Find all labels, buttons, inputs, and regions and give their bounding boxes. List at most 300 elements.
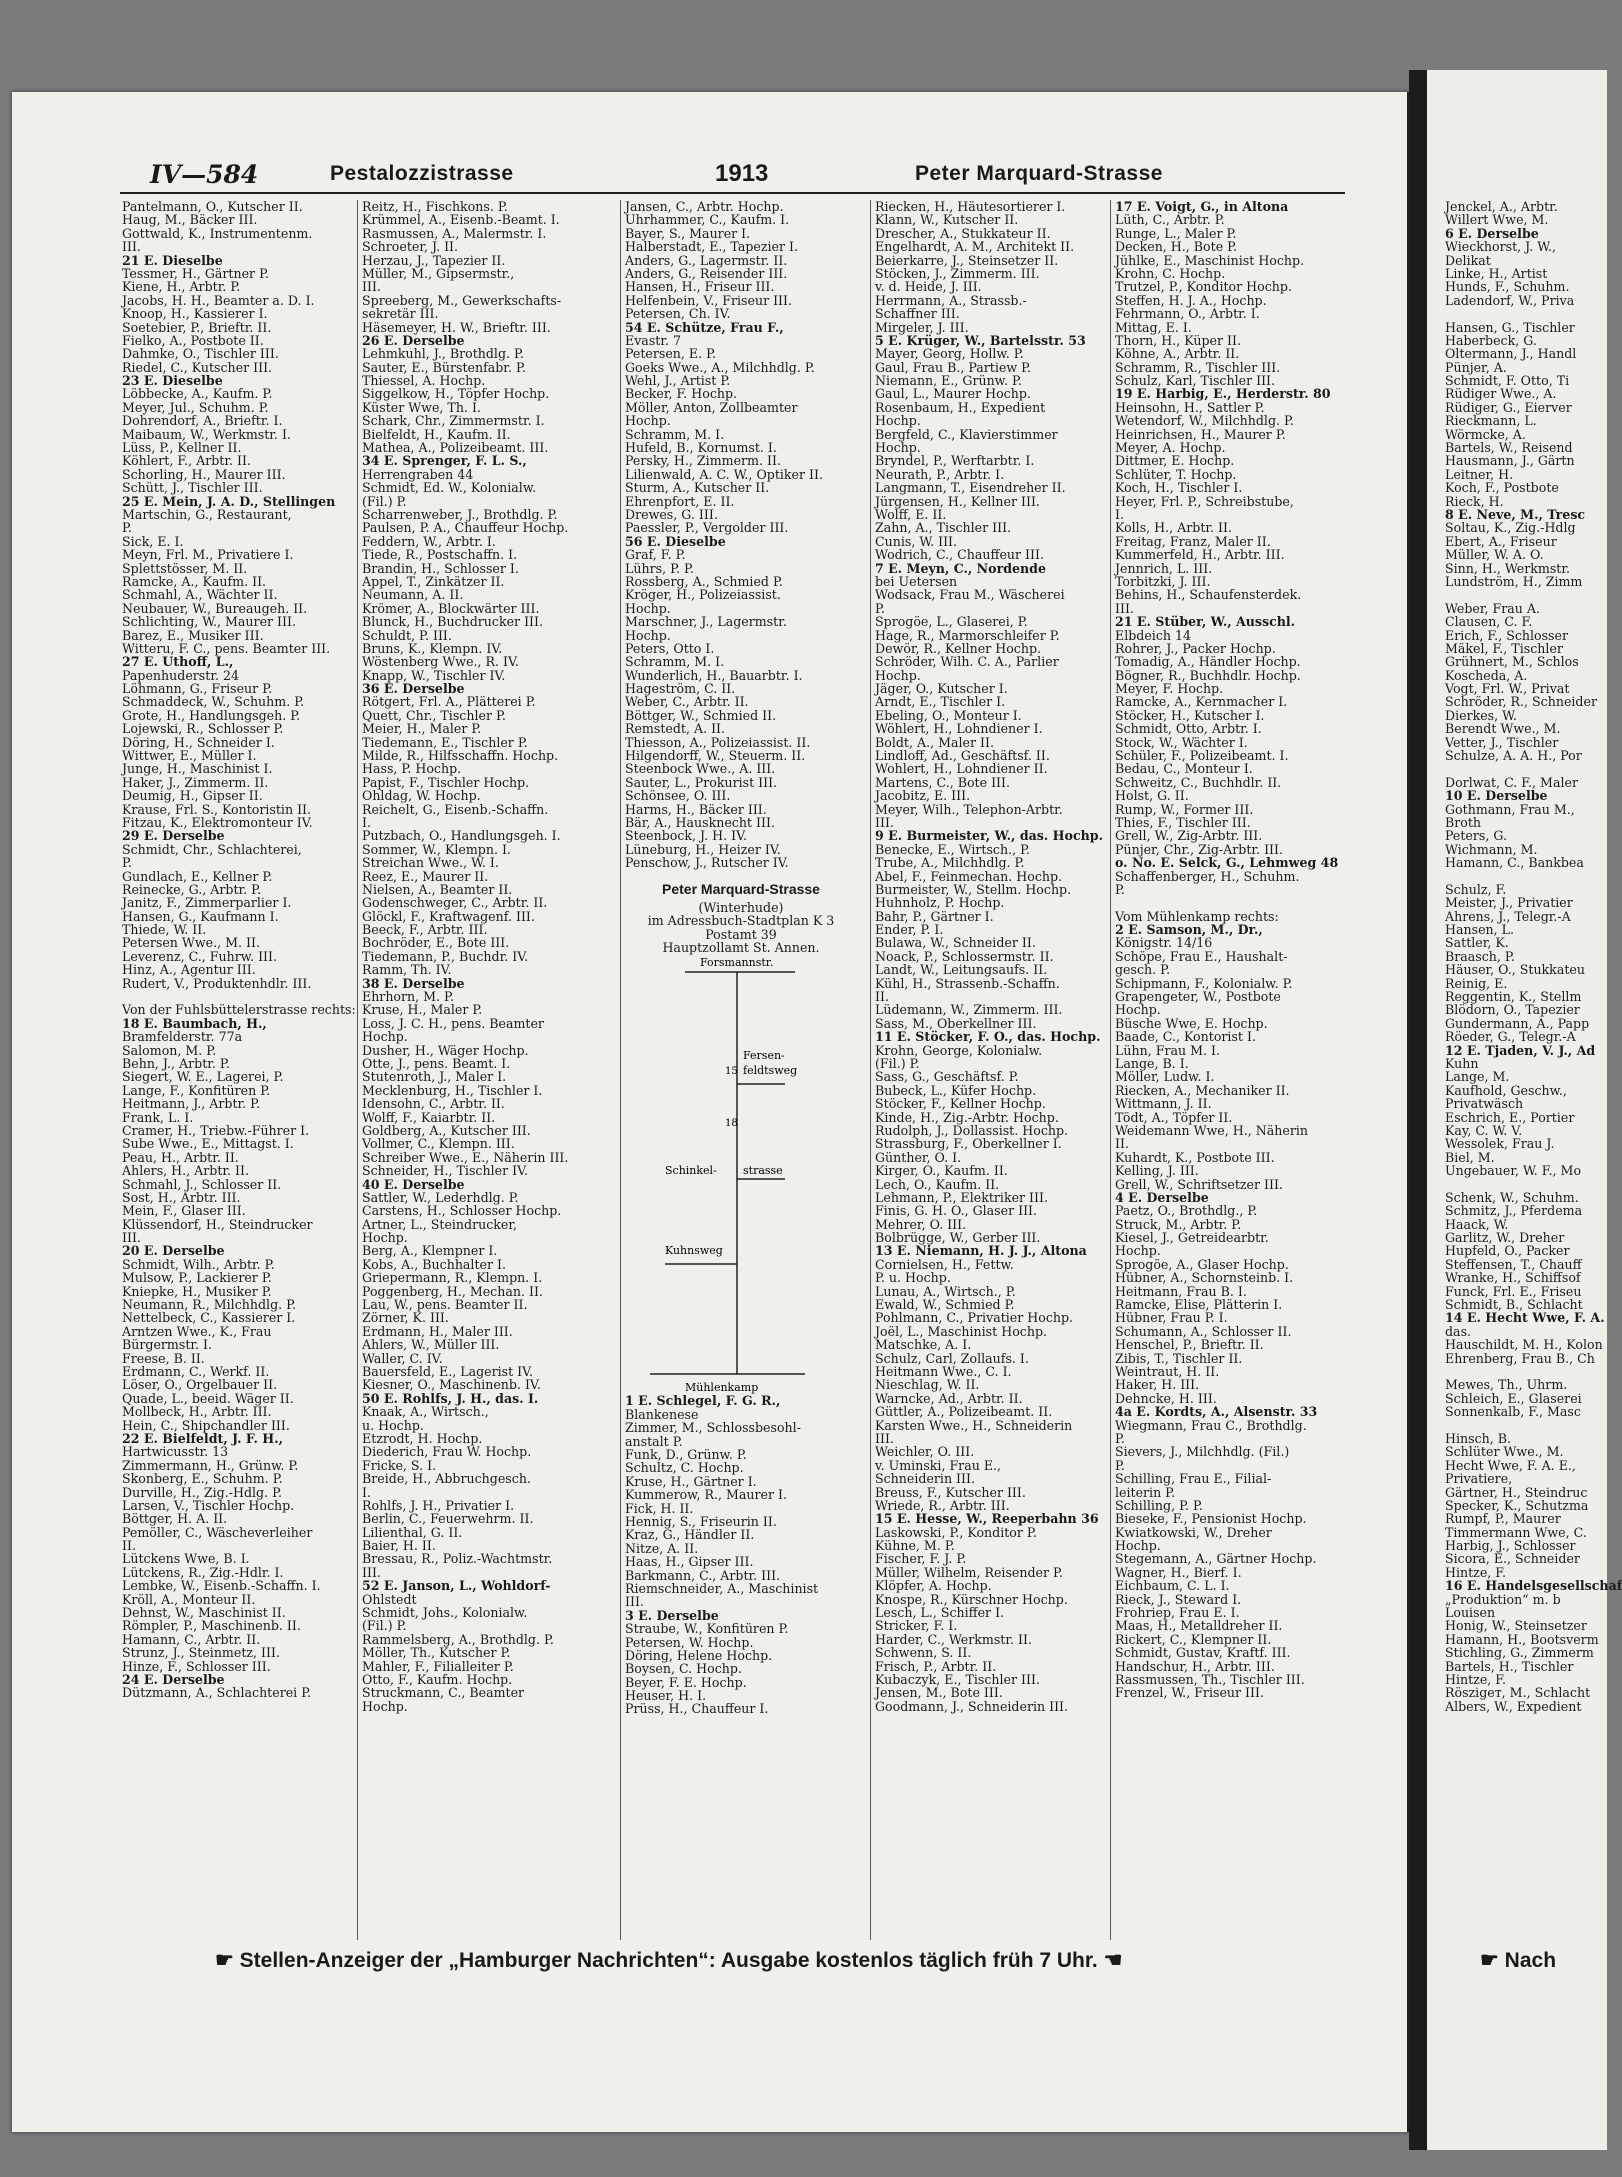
directory-entry: Nettelbeck, C., Kassierer I. [122,1310,296,1326]
directory-entry: Schulz, Carl, Zollaufs. I. [875,1350,1029,1366]
directory-entry: u. Hochp. [362,1417,424,1433]
house-entry: 27 E. Uthoff, L., [122,654,234,670]
directory-entry: Wörmcke, A. [1445,426,1526,442]
directory-entry: Hilgendorff, W., Steuerm. II. [625,748,806,764]
directory-entry: Elbdeich 14 [1115,627,1192,643]
directory-entry: Etzrodt, H. Hochp. [362,1430,483,1446]
directory-entry: Jennrich, L. III. [1115,560,1213,576]
directory-entry: Haug, M., Bäcker III. [122,212,258,228]
directory-entry: anstalt P. [625,1433,683,1449]
map-street-label: Schinkel- [665,1164,717,1178]
directory-entry: Thorn, H., Küper II. [1115,332,1241,348]
directory-entry: Tiedemann, E., Tischler P. [362,734,528,750]
house-entry: 54 E. Schütze, Frau F., [625,319,784,335]
directory-entry: Schramm, R., Tischler III. [1115,359,1281,375]
directory-entry [1445,307,1615,320]
directory-entry: Möller, Anton, Zollbeamter [625,399,798,415]
directory-entry: Vetter, J., Tischler [1445,734,1559,750]
directory-entry: Meyn, Frl. M., Privatiere I. [122,547,294,563]
directory-entry: Durville, H., Zig.-Hdlg. P. [122,1484,283,1500]
year: 1913 [715,160,769,187]
directory-entry: Salomon, M. P. [122,1042,217,1058]
street-right-title: Peter Marquard-Strasse [915,162,1163,185]
directory-entry: Löser, O., Orgelbauer II. [122,1377,278,1393]
house-entry: 21 E. Stüber, W., Ausschl. [1115,614,1296,630]
directory-entry: Stöcken, J., Zimmerm. III. [875,265,1040,281]
directory-entry: Stöcker, F., Kellner Hochp. [875,1096,1046,1112]
directory-entry: Larsen, V., Tischler Hochp. [122,1497,295,1513]
house-entry: 11 E. Stöcker, F. O., das. Hochp. [875,1029,1101,1045]
directory-entry: Boldt, A., Maler II. [875,734,994,750]
directory-entry: Rieck, J., Steward I. [1115,1591,1242,1607]
house-entry: 17 E. Voigt, G., in Altona [1115,199,1289,214]
directory-entry: P. [1115,1457,1125,1473]
directory-entry: Helfenbein, V., Friseur III. [625,292,793,308]
page-number: IV—584 [150,160,259,189]
directory-entry: Döring, Helene Hochp. [625,1647,773,1663]
map-street-label: Fersen- [743,1049,785,1063]
directory-entry: Leitner, H. [1445,466,1514,482]
directory-entry: Sprogöe, A., Glaser Hochp. [1115,1256,1289,1272]
directory-entry: II. [875,989,889,1005]
directory-entry: Lau, W., pens. Beamter II. [362,1297,528,1313]
directory-entry: Appel, T., Zinkätzer II. [362,573,505,589]
header-rule [120,192,1345,194]
directory-entry: Paulsen, P. A., Chauffeur Hochp. [362,520,569,536]
directory-entry: Hansen, G., Kaufmann I. [122,908,279,924]
directory-entry: Heitmann, Frau B. I. [1115,1283,1247,1299]
directory-entry: Siggelkow, H., Töpfer Hochp. [362,386,550,402]
directory-entry: Schmidt, Gustav, Kraftf. III. [1115,1645,1291,1661]
directory-entry: Klöpfer, A. Hochp. [875,1578,992,1594]
directory-entry: Herrmann, A., Strassb.- [875,292,1027,308]
directory-entry: Gaul, Frau B., Partiew P. [875,359,1032,375]
directory-entry: Strassburg, F., Oberkellner I. [875,1136,1062,1152]
house-entry: 25 E. Mein, J. A. D., Stellingen [122,493,336,509]
directory-entry: Mathea, A., Polizeibeamt. III. [362,440,549,456]
directory-entry: Freitag, Franz, Maler II. [1115,533,1271,549]
directory-entry: Güttler, A., Polizeibeamt. II. [875,1404,1053,1420]
directory-entry: Bahr, P., Gärtner I. [875,908,994,924]
directory-entry: Meier, H., Maler P. [362,721,482,737]
directory-entry: Rohrer, J., Packer Hochp. [1115,640,1276,656]
directory-entry: Kruse, H., Gärtner I. [625,1473,757,1489]
directory-entry: Königstr. 14/16 [1115,935,1213,951]
directory-entry: Haas, H., Gipser III. [625,1554,754,1570]
directory-entry: Wessolek, Frau J. [1445,1136,1555,1152]
directory-entry: Trube, A., Milchhdlg. P. [875,855,1025,871]
house-entry: 10 E. Derselbe [1445,788,1548,804]
directory-entry: Sprogöe, L., Glaserei, P. [875,614,1028,630]
directory-entry: Poggenberg, H., Mechan. II. [362,1283,543,1299]
directory-entry: Gaul, L., Maurer Hochp. [875,386,1031,402]
directory-entry: Sturm, A., Kutscher II. [625,480,770,496]
directory-entry: Warncke, Ad., Arbtr. II. [875,1390,1023,1406]
directory-entry: Behn, J., Arbtr. P. [122,1056,230,1071]
directory-entry: Martschin, G., Restaurant, [122,506,292,522]
directory-entry: Schlüter, T. Hochp. [1115,466,1237,482]
directory-entry: Ungebauer, W. F., Mo [1445,1163,1582,1179]
directory-entry: II. [122,1538,136,1554]
directory-entry: Breuss, F., Kutscher III. [875,1484,1026,1500]
directory-entry: Junge, H., Maschinist I. [122,761,273,777]
directory-entry: Haberbeck, G. [1445,332,1537,348]
directory-entry: Neubauer, W., Bureaugeh. II. [122,600,308,616]
directory-entry: Heinsohn, H., Sattler P. [1115,399,1265,415]
directory-entry: Bedau, C., Monteur I. [1115,761,1253,777]
directory-entry: Kirger, O., Kaufm. II. [875,1163,1008,1179]
directory-entry: Braasch, P. [1445,948,1515,964]
directory-entry: Haack, W. [1445,1216,1509,1232]
directory-entry: P. [122,520,132,536]
directory-entry: Baier, H. II. [362,1538,436,1554]
directory-entry: Riedel, C., Kutscher III. [122,359,273,375]
directory-entry: Wichmann, M. [1445,841,1538,857]
directory-entry: Neumann, A. II. [362,587,464,603]
directory-entry: Bramfelderstr. 77a [122,1029,243,1045]
directory-entry: Funck, Frl. E., Friseu [1445,1283,1582,1299]
directory-entry: Landt, W., Leitungsaufs. II. [875,962,1048,978]
directory-entry: Schulz, F. [1445,881,1507,897]
directory-entry: Waller, C. IV. [362,1350,443,1366]
directory-entry: Laskowski, P., Konditor P. [875,1524,1037,1540]
directory-entry: Clausen, C. F. [1445,614,1533,630]
directory-entry: Klüssendorf, H., Steindrucker [122,1216,313,1232]
directory-entry: Wolff, F., Kaiarbtr. II. [362,1109,496,1125]
house-entry: 36 E. Derselbe [362,681,465,697]
directory-entry: Baade, C., Kontorist I. [1115,1029,1256,1045]
directory-entry: Stöcker, H., Kutscher I. [1115,707,1265,723]
directory-entry: Schröder, R., Schneider [1445,694,1597,710]
directory-entry: Kelling, J. III. [1115,1163,1199,1179]
directory-entry: Reitz, H., Fischkons. P. [362,199,508,214]
directory-entry: Funk, D., Grünw. P. [625,1447,747,1463]
house-entry: 19 E. Harbig, E., Herderstr. 80 [1115,386,1331,402]
directory-entry: Wodrich, C., Chauffeur III. [875,547,1044,563]
directory-entry: Anders, G., Lagermstr. II. [625,252,788,268]
directory-entry: Krohn, C. Hochp. [1115,265,1226,281]
directory-entry: Berg, A., Klempner I. [362,1243,498,1259]
directory-entry: Wolff, E. II. [875,506,947,522]
directory-entry: Knaak, A., Wirtsch., [362,1404,489,1420]
directory-entry: Schlichting, W., Maurer III. [122,614,296,630]
directory-entry: Ewald, W., Schmied P. [875,1297,1015,1313]
house-entry: 6 E. Derselbe [1445,225,1539,241]
section-subtitle: Hauptzollamt St. Annen. [662,940,820,956]
directory-entry: Kuhardt, K., Postbote III. [1115,1149,1275,1165]
directory-entry: Mollbeck, H., Arbtr. III. [122,1404,272,1420]
house-entry: 52 E. Janson, L., Wohldorf- [362,1578,551,1594]
directory-entry: Dahmke, O., Tischler III. [122,346,279,362]
directory-entry: Schleich, E., Glaserei [1445,1390,1582,1406]
directory-entry: Putzbach, O., Handlungsgeh. I. [362,828,561,844]
directory-entry: Hinz, A., Agentur III. [122,962,256,978]
directory-entry: Hamann, C., Arbtr. II. [122,1631,261,1647]
directory-entry: Heinrichsen, H., Maurer P. [1115,426,1286,442]
directory-entry [1445,1419,1615,1432]
house-entry: 29 E. Derselbe [122,828,225,844]
directory-entry: Handschur, H., Arbtr. III. [1115,1658,1275,1674]
directory-entry: Lüdemann, W., Zimmerm. III. [875,1002,1063,1018]
directory-entry: Dorlwat, C. F., Maler [1445,774,1578,790]
directory-entry: Klann, W., Kutscher II. [875,212,1019,228]
directory-entry: Otto, F., Kaufm. Hochp. [362,1671,513,1687]
directory-entry: Schramm, M. I. [625,426,725,442]
directory-entry: Sattler, K. [1445,935,1509,951]
directory-entry: Ehrhorn, M. P. [362,989,454,1005]
section-title: Peter Marquard-Strasse [662,880,820,897]
page-header [120,160,1290,190]
directory-entry: III. [122,239,141,255]
directory-entry: Böttger, H. A. II. [122,1511,228,1527]
directory-entry: Lange, M. [1445,1069,1510,1085]
directory-entry: Dehnst, W., Maschinist II. [122,1605,286,1621]
directory-entry: Kaufhold, Geschw., [1445,1082,1567,1098]
directory-entry: Heuser, H. I. [625,1688,707,1704]
directory-entry: Sost, H., Arbtr. III. [122,1189,241,1205]
directory-entry: Huhnholz, P. Hochp. [875,895,1005,911]
map-house-number: 18 [725,1118,738,1130]
directory-entry: Boysen, C. Hochp. [625,1661,742,1677]
directory-entry: Bochröder, E., Bote III. [362,935,510,951]
directory-entry: Wodsack, Frau M., Wäscherei [875,587,1065,603]
house-entry: 12 E. Tjaden, V. J., Ad [1445,1042,1596,1058]
directory-entry: Lühn, Frau M. I. [1115,1042,1220,1058]
directory-entry: Lindloff, Ad., Geschäftsf. II. [875,748,1050,764]
directory-entry [1445,588,1615,601]
directory-entry: Rötgert, Frl. A., Plätterei P. [362,694,536,710]
directory-entry: Witteru, F. C., pens. Beamter III. [122,640,331,656]
directory-entry: Ehrenpfort, E. II. [625,493,735,509]
directory-entry: Römpler, P., Maschinenb. II. [122,1618,301,1634]
directory-entry: Schlüter Wwe., M. [1445,1444,1564,1460]
directory-entry: Riecken, A., Mechaniker II. [1115,1082,1290,1098]
directory-entry: Lüss, P., Kellner II. [122,440,242,456]
directory-entry: Stutenroth, J., Maler I. [362,1069,507,1085]
directory-entry: Kröger, H., Polizeiassist. [625,587,781,603]
directory-entry: Carstens, H., Schlosser Hochp. [362,1203,562,1219]
directory-entry: P. [1115,881,1125,897]
directory-entry: Freese, B. II. [122,1350,205,1366]
map-house-number: 15 [725,1066,738,1078]
directory-entry: Burmeister, W., Stellm. Hochp. [875,881,1072,897]
directory-entry: Frohriep, Frau E. I. [1115,1605,1240,1621]
directory-entry: Ahlers, H., Arbtr. II. [122,1163,250,1179]
directory-entry: „Produktion“ m. b [1445,1591,1561,1607]
directory-entry: Bolbrügge, W., Gerber III. [875,1230,1041,1246]
directory-entry: Weidemann Wwe, H., Näherin [1115,1122,1309,1138]
section-subtitle: im Adressbuch-Stadtplan K 3 [647,913,835,929]
house-entry: 38 E. Derselbe [362,975,465,991]
directory-entry: Bruns, K., Klempn. IV. [362,640,503,656]
directory-entry: Ramm, Th. IV. [362,962,452,978]
directory-entry: Behins, H., Schaufensterdek. [1115,587,1302,603]
directory-entry: Knoop, H., Kassierer I. [122,306,268,322]
directory-entry: Kraz, G., Händler II. [625,1527,755,1543]
directory-entry: Vogt, Frl. W., Privat [1445,681,1570,697]
street-map [625,954,857,1394]
directory-entry [1445,1365,1615,1378]
directory-entry: Arntzen Wwe., K., Frau [122,1323,272,1339]
directory-entry: Schmidt, Chr., Schlachterei, [122,841,302,857]
directory-entry: Schmidt, Johs., Kolonialw. [362,1605,528,1621]
directory-entry: Hansen, L. [1445,922,1515,938]
directory-entry: Pemöller, C., Wäscheverleiher [122,1524,313,1540]
directory-entry [1115,896,1355,909]
directory-entry: Schütt, J., Tischler III. [122,480,263,496]
directory-entry: Bayer, S., Maurer I. [625,225,751,241]
directory-entry: Nielsen, A., Beamter II. [362,881,513,897]
directory-entry: Holst, G. II. [1115,788,1189,804]
pointing-hand-icon: ☛ [215,1949,240,1972]
directory-entry: Petersen Wwe., M. II. [122,935,260,951]
directory-entry: Papenhuderstr. 24 [122,667,239,683]
directory-entry: Schwenn, S. II. [875,1645,972,1661]
directory-entry: Blödorn, O., Tapezier [1445,1002,1580,1018]
directory-entry [122,990,354,1003]
directory-entry: Sass, M., Oberkellner III. [875,1015,1037,1031]
directory-entry: Engelhardt, A. M., Architekt II. [875,239,1075,255]
directory-entry: Streichan Wwe., W. I. [362,855,499,871]
house-entry: 4a E. Kordts, A., Alsenstr. 33 [1115,1404,1318,1420]
directory-entry: Hochp. [625,413,671,429]
directory-entry: Sonnenkalb, F., Masc [1445,1404,1581,1420]
directory-entry: Fischer, F. J. P. [875,1551,967,1567]
directory-entry: Schark, Chr., Zimmermstr. I. [362,413,545,429]
directory-entry: Tiedemann, P., Buchdr. IV. [362,948,529,964]
directory-entry: Bielfeldt, H., Kaufm. II. [362,426,511,442]
directory-entry: (Fil.) P. [362,1618,407,1634]
directory-entry: P. [1115,1430,1125,1446]
directory-entry: Schmaddeck, W., Schuhm. P. [122,694,305,710]
directory-entry: Pantelmann, O., Kutscher II. [122,199,303,214]
directory-entry: Uhrhammer, C., Kaufm. I. [625,212,790,228]
directory-entry: Kummerfeld, H., Arbtr. III. [1115,547,1285,563]
directory-entry: Anders, G., Reisender III. [625,265,788,281]
directory-entry: Günther, O. I. [875,1149,962,1165]
directory-entry: Artner, L., Steindrucker, [362,1216,518,1232]
directory-entry: Beyer, F. E. Hochp. [625,1674,747,1690]
directory-entry: P. u. Hochp. [875,1270,951,1286]
directory-entry: Erich, F., Schlosser [1445,627,1568,643]
directory-entry: Sass, G., Geschäftsf. P. [875,1069,1019,1085]
section-subtitle: (Winterhude) [698,899,784,915]
directory-entry: Weintraut, H. II. [1115,1363,1220,1379]
pointing-hand-icon: ☛ [1480,1949,1505,1972]
directory-entry: Müller, M., Gipsermstr., [362,265,515,281]
directory-entry: Mäkel, F., Tischler [1445,640,1563,656]
directory-entry: Schmitz, J., Pferdema [1445,1203,1583,1219]
directory-entry: Hansen, G., Tischler [1445,319,1575,335]
directory-entry [1445,870,1615,883]
directory-entry: Löhmann, G., Friseur P. [122,681,273,697]
directory-entry: Delikat [1445,252,1491,268]
directory-entry: Schenk, W., Schuhm. [1445,1189,1579,1205]
directory-entry: I. [362,814,371,830]
directory-entry: Löbbecke, A., Kaufm. P. [122,386,273,402]
house-entry: 14 E. Hecht Wwe, F. A. [1445,1310,1605,1326]
directory-entry: Lilienthal, G. II. [362,1524,463,1540]
directory-entry: Harms, H., Bäcker III. [625,801,767,817]
directory-entry: Bartels, W., Reisend [1445,440,1573,456]
directory-entry: (Fil.) P. [362,493,407,509]
directory-entry: Hauschildt, M. H., Kolon [1445,1337,1603,1353]
directory-column-2 [362,200,594,1713]
house-entry: 2 E. Samson, M., Dr., [1115,922,1263,938]
footer-fragment: ☛ Nach [1480,1949,1557,1972]
directory-entry: Wöhlert, H., Lohndiener I. [875,721,1043,737]
directory-entry: Kubaczyk, E., Tischler III. [875,1671,1040,1687]
directory-entry: sekretär III. [362,306,439,322]
directory-column-5 [1115,200,1355,1700]
directory-entry: Wehl, J., Artist P. [625,373,731,389]
map-street-label: feldtsweg [743,1064,798,1078]
directory-entry: Ohldag, W. Hochp. [362,788,481,804]
directory-entry: Benecke, E., Wirtsch., P. [875,841,1031,857]
directory-entry: Frank, L. I. [122,1109,194,1125]
directory-entry: Kuhn [1445,1056,1479,1071]
directory-entry: Hage, R., Marmorschleifer P. [875,627,1060,643]
directory-entry: Häuser, O., Stukkateu [1445,962,1585,978]
house-entry: 26 E. Derselbe [362,332,465,348]
directory-entry: Graf, F. P. [625,547,686,563]
directory-entry: Kühl, H., Strassenb.-Schaffn. [875,975,1060,991]
directory-entry: Quett, Chr., Tischler P. [362,707,506,723]
directory-entry: Lehmann, P., Elektriker III. [875,1189,1048,1205]
directory-entry: Rosenbaum, H., Expedient [875,399,1046,415]
directory-entry: Tessmer, H., Gärtner P. [122,265,269,281]
directory-entry: Cunis, W. III. [875,533,958,549]
directory-entry: Bär, A., Hausknecht III. [625,814,775,830]
directory-entry: Vom Mühlenkamp rechts: [1115,908,1279,924]
directory-entry: Wieckhorst, J. W., [1445,239,1556,255]
directory-entry [1445,762,1615,775]
directory-entry: Krömer, A., Blockwärter III. [362,600,540,616]
directory-entry: Kummerow, R., Maurer I. [625,1487,787,1503]
directory-column-4 [875,200,1107,1713]
directory-entry: Herzau, J., Tapezier II. [362,252,506,268]
directory-entry: Fehrmann, O., Arbtr. I. [1115,306,1260,322]
directory-entry: Koscheda, A. [1445,667,1528,683]
directory-entry: Büsche Wwe, E. Hochp. [1115,1015,1268,1031]
directory-entry: Schilling, Frau E., Filial- [1115,1471,1272,1487]
directory-entry: Hamann, C., Bankbea [1445,855,1584,871]
directory-entry: Thiessel, A. Hochp. [362,373,486,389]
directory-entry: Schmidt, F. Otto, Ti [1445,373,1570,389]
directory-entry: Kiene, H., Arbtr. P. [122,279,241,295]
directory-entry: Wunderlich, H., Bauarbtr. I. [625,667,803,683]
directory-entry: Blankenese [625,1406,699,1422]
directory-entry: Weber, Frau A. [1445,600,1541,616]
directory-entry: Oltermann, J., Handl [1445,346,1577,362]
directory-column-3 [625,200,857,1716]
directory-entry: Koch, H., Tischler I. [1115,480,1243,496]
directory-entry: Hamann, H., Bootsverm [1445,1631,1599,1647]
directory-entry: Maas, H., Metalldreher II. [1115,1618,1283,1634]
directory-entry: Siegert, W. E., Lagerei, P. [122,1069,284,1085]
directory-entry: Mahler, F., Filialleiter P. [362,1658,514,1674]
directory-entry: Steenbock, J. H. IV. [625,828,747,844]
directory-entry: Blunck, H., Buchdrucker III. [362,614,543,630]
directory-entry: Schulze, A. A. H., Por [1445,748,1582,764]
directory-entry: Paessler, P., Vergolder III. [625,520,789,536]
directory-entry: Kinde, H., Zig.-Arbtr. Hochp. [875,1109,1059,1125]
directory-entry: Heitmann, J., Arbtr. P. [122,1096,261,1112]
directory-entry: Kolls, H., Arbtr. II. [1115,520,1233,536]
directory-entry: Eichbaum, C. L. I. [1115,1578,1230,1594]
directory-entry: Neumann, R., Milchhdlg. P. [122,1297,297,1313]
directory-entry: Meyer, Jul., Schuhm. P. [122,399,269,415]
